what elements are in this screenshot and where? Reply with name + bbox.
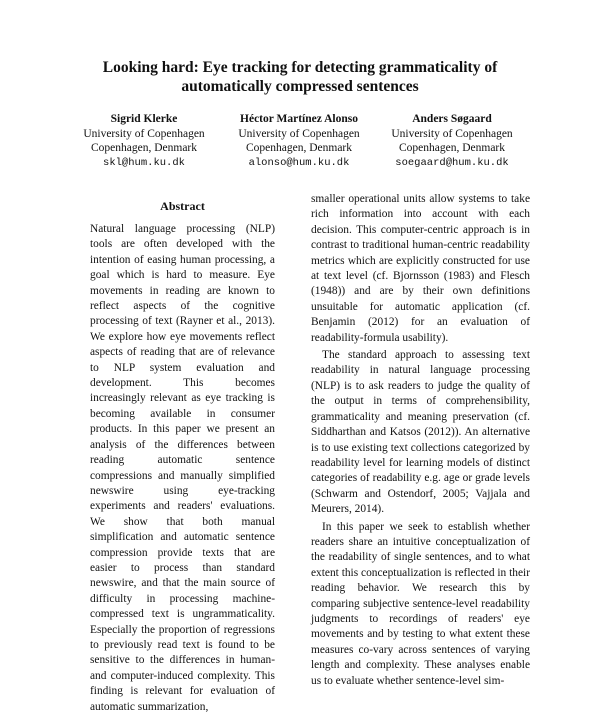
author-block-1 — [59, 112, 229, 170]
author-affiliation: University of Copenhagen — [391, 127, 513, 140]
body-paragraph: smaller operational units allow systems to take rich information into account with each decision. This computer-centric approach is in contrast to traditional human-centric readability metrics which are explicitly constructed for use at text level (cf. Bjornsson (1983) and Flesch (1948)) and are by their own definitions unsuitable for automatic application (cf. Benjamin (2012) for an evaluation of readability-formula usability). — [311, 193, 530, 344]
abstract-text: Natural language processing (NLP) tools are often developed with the intention of easing human processing, a goal which is hard to measure. Eye movements in reading are known to reflect aspects of the cognitive processing of text (Rayner et al., 2013). We explore how eye movements reflect aspects of reading that are of relevance to NLP system evaluation and development. This becomes increasingly relevant as eye tracking is becoming available in consumer products. In this paper we present an analysis of the differences between reading automatic sentence compressions and manually simplified newswire using eye-tracking experiments and readers' evaluations. We show that both manual simplification and automatic sentence compression provide texts that are easier to process than standard newswire, and that the main source of difficulty in processing machine-compressed text is ungrammaticality. Especially the proportion of regressions to previously read text is found to be sensitive to the differences in human- and computer-induced complexity. This finding is relevant for evaluation of automatic summarization, — [90, 223, 275, 713]
author-block-2 — [214, 112, 384, 170]
body-paragraph: In this paper we seek to establish whether readers share an intuitive conceptualization of the readability of single sentences, and to what extent this conceptualization is reflected in their reading behavior. We research this by comparing subjective sentence-level readability judgments to recordings of readers' eye movements and by testing to what extent these measures co-vary across sentences of varying length and complexity. These analyses enable us to evaluate whether sentence-level sim- — [311, 520, 530, 687]
author-name: Sigrid Klerke — [110, 113, 178, 125]
author-affiliation: University of Copenhagen — [83, 127, 205, 140]
author-location: Copenhagen, Denmark — [398, 142, 506, 154]
author-location: Copenhagen, Denmark — [245, 142, 353, 154]
paper-title: Looking hard: Eye tracking for detecting grammaticality of automatically compressed sentences — [102, 59, 498, 95]
author-name: Héctor Martínez Alonso — [240, 113, 358, 125]
author-name: Anders Søgaard — [412, 113, 492, 125]
body-paragraph: The standard approach to assessing text readability in natural language processing (NLP) is to ask readers to judge the quality of the output in terms of comprehensibility, grammaticality and meaning preservation (cf. Siddharthan and Katsos (2012)). An alternative is to use existing text collections categorized by readability level for learning models of distinct categories of readability e.g. age or grade levels (Schwarm and Ostendorf, 2005; Vajjala and Meurers, 2014). — [311, 349, 530, 516]
author-email: skl@hum.ku.dk — [103, 156, 185, 169]
abstract-column — [90, 222, 275, 713]
author-affiliation: University of Copenhagen — [238, 127, 360, 140]
author-email: alonso@hum.ku.dk — [248, 156, 350, 169]
author-email: soegaard@hum.ku.dk — [395, 156, 509, 169]
author-location: Copenhagen, Denmark — [90, 142, 198, 154]
body-column — [311, 192, 530, 687]
author-block-3 — [367, 112, 537, 170]
abstract-heading: Abstract — [160, 199, 205, 213]
